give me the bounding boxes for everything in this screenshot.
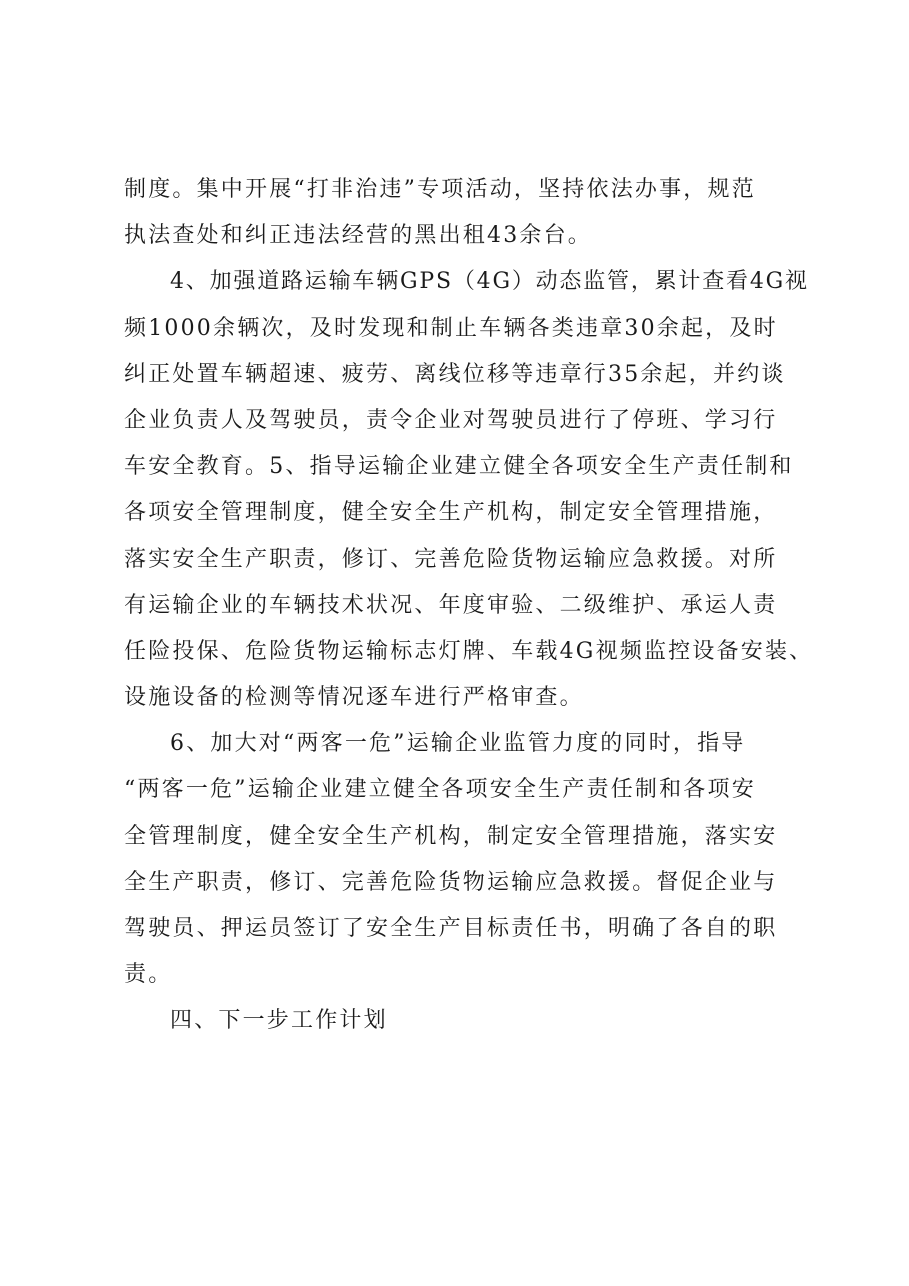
text-line: 频1000余辆次，及时发现和制止车辆各类违章30余起，及时 — [124, 315, 778, 341]
text-line: 纠正处置车辆超速、疲劳、离线位移等违章行35余起，并约谈 — [124, 361, 786, 387]
text-line: 制度。集中开展“打非治违”专项活动，坚持依法办事，规范 — [124, 177, 756, 202]
document-body — [124, 167, 814, 1045]
text-line: 任险投保、危险货物运输标志灯牌、车载4G视频监控设备安装、 — [124, 638, 814, 664]
section-heading: 四、下一步工作计划 — [170, 1008, 388, 1034]
paragraph-start-line: 4、加强道路运输车辆GPS（4G）动态监管，累计查看4G视 — [170, 269, 809, 295]
text-line: 落实安全生产职责，修订、完善危险货物运输应急救援。对所 — [124, 546, 778, 572]
text-line: 责。 — [124, 962, 173, 988]
text-line: 各项安全管理制度，健全安全生产机构，制定安全管理措施， — [124, 500, 778, 526]
text-line: 有运输企业的车辆技术状况、年度审验、二级维护、承运人责 — [124, 592, 778, 618]
text-line: 全生产职责，修订、完善危险货物运输应急救援。督促企业与 — [124, 869, 778, 895]
text-line: 设施设备的检测等情况逐车进行严格审查。 — [124, 685, 584, 711]
text-line: 驾驶员、押运员签订了安全生产目标责任书，明确了各自的职 — [124, 916, 778, 941]
text-line: “两客一危”运输企业建立健全各项安全生产责任制和各项安 — [124, 777, 756, 803]
paragraph-start-line: 6、加大对“两客一危”运输企业监管力度的同时，指导 — [170, 731, 746, 757]
text-line: 全管理制度，健全安全生产机构，制定安全管理措施，落实安 — [124, 823, 778, 849]
text-line: 企业负责人及驾驶员，责令企业对驾驶员进行了停班、学习行 — [124, 407, 778, 433]
text-line: 车安全教育。5、指导运输企业建立健全各项安全生产责任制和 — [124, 454, 794, 480]
text-line: 执法查处和纠正违法经营的黑出租43余台。 — [124, 223, 592, 249]
